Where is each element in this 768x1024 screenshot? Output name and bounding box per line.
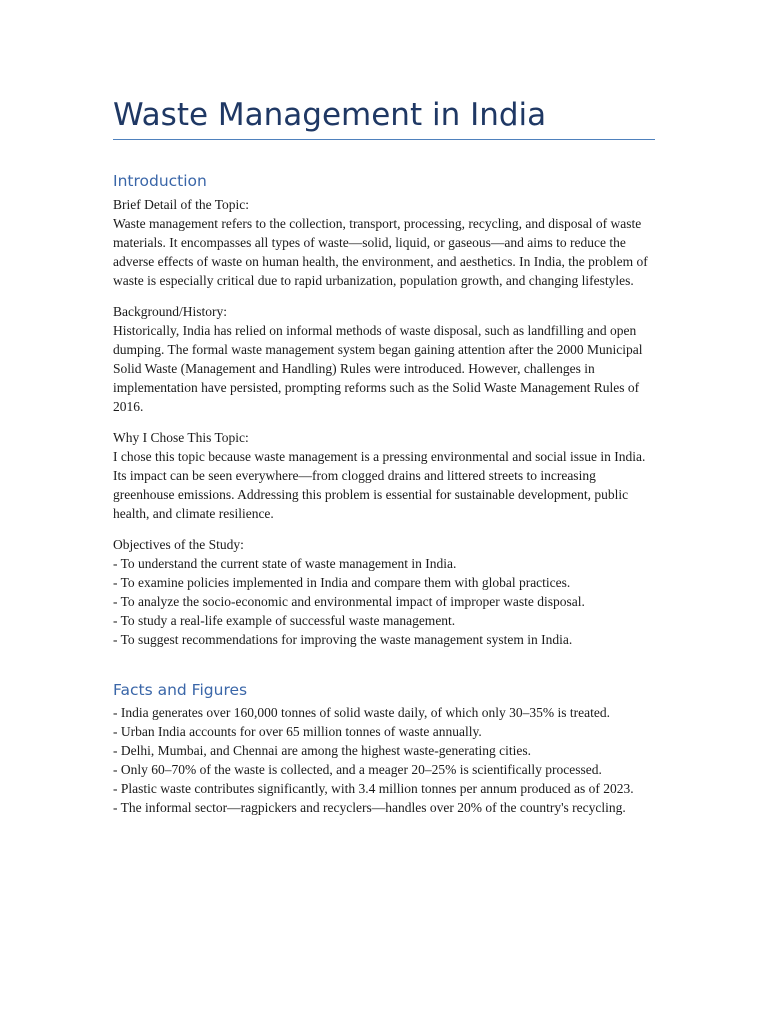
background-block	[113, 302, 655, 416]
background-label: Background/History:	[113, 304, 227, 319]
document-page	[113, 95, 655, 829]
objectives-block	[113, 535, 655, 649]
why-topic-label: Why I Chose This Topic:	[113, 430, 249, 445]
fact-item: - Only 60–70% of the waste is collected, and a meager 20–25% is scientifically processed.	[113, 762, 602, 777]
title-underline	[113, 139, 655, 140]
why-topic-block	[113, 428, 655, 523]
introduction-heading: Introduction	[113, 172, 207, 190]
facts-block	[113, 703, 655, 817]
facts-heading: Facts and Figures	[113, 681, 248, 699]
fact-item: - India generates over 160,000 tonnes of solid waste daily, of which only 30–35% is treated.	[113, 705, 611, 720]
document-title: Waste Management in India	[113, 97, 547, 133]
fact-item: - Delhi, Mumbai, and Chennai are among the highest waste-generating cities.	[113, 743, 531, 758]
why-topic-text: I chose this topic because waste management is a pressing environmental and social issue in India. Its impact can be seen everywhere—from clogged drains and littered streets to increasing greenhouse emissions. Addressing this problem is essential for sustainable development, public health, and climate resilience.	[113, 449, 646, 521]
objective-item: - To examine policies implemented in India and compare them with global practices.	[113, 575, 571, 590]
objective-item: - To suggest recommendations for improving the waste management system in India.	[113, 632, 573, 647]
objectives-label: Objectives of the Study:	[113, 537, 244, 552]
objective-item: - To analyze the socio-economic and environmental impact of improper waste disposal.	[113, 594, 585, 609]
brief-detail-block	[113, 195, 655, 290]
brief-detail-label: Brief Detail of the Topic:	[113, 197, 250, 212]
fact-item: - The informal sector—ragpickers and recyclers—handles over 20% of the country's recycling.	[113, 800, 626, 815]
objective-item: - To study a real-life example of successful waste management.	[113, 613, 456, 628]
fact-item: - Plastic waste contributes significantly, with 3.4 million tonnes per annum produced as of 2023.	[113, 781, 634, 796]
objective-item: - To understand the current state of waste management in India.	[113, 556, 457, 571]
fact-item: - Urban India accounts for over 65 million tonnes of waste annually.	[113, 724, 482, 739]
background-text: Historically, India has relied on informal methods of waste disposal, such as landfilling and open dumping. The formal waste management system began gaining attention after the 2000 Municipal Solid Waste (Management and Handling) Rules were introduced. However, challenges in implementation have persisted, prompting reforms such as the Solid Waste Management Rules of 2016.	[113, 323, 643, 414]
brief-detail-text: Waste management refers to the collection, transport, processing, recycling, and disposal of waste materials. It encompasses all types of waste—solid, liquid, or gaseous—and aims to reduce the adverse effects of waste on human health, the environment, and aesthetics. In India, the problem of waste is especially critical due to rapid urbanization, population growth, and changing lifestyles.	[113, 216, 648, 288]
